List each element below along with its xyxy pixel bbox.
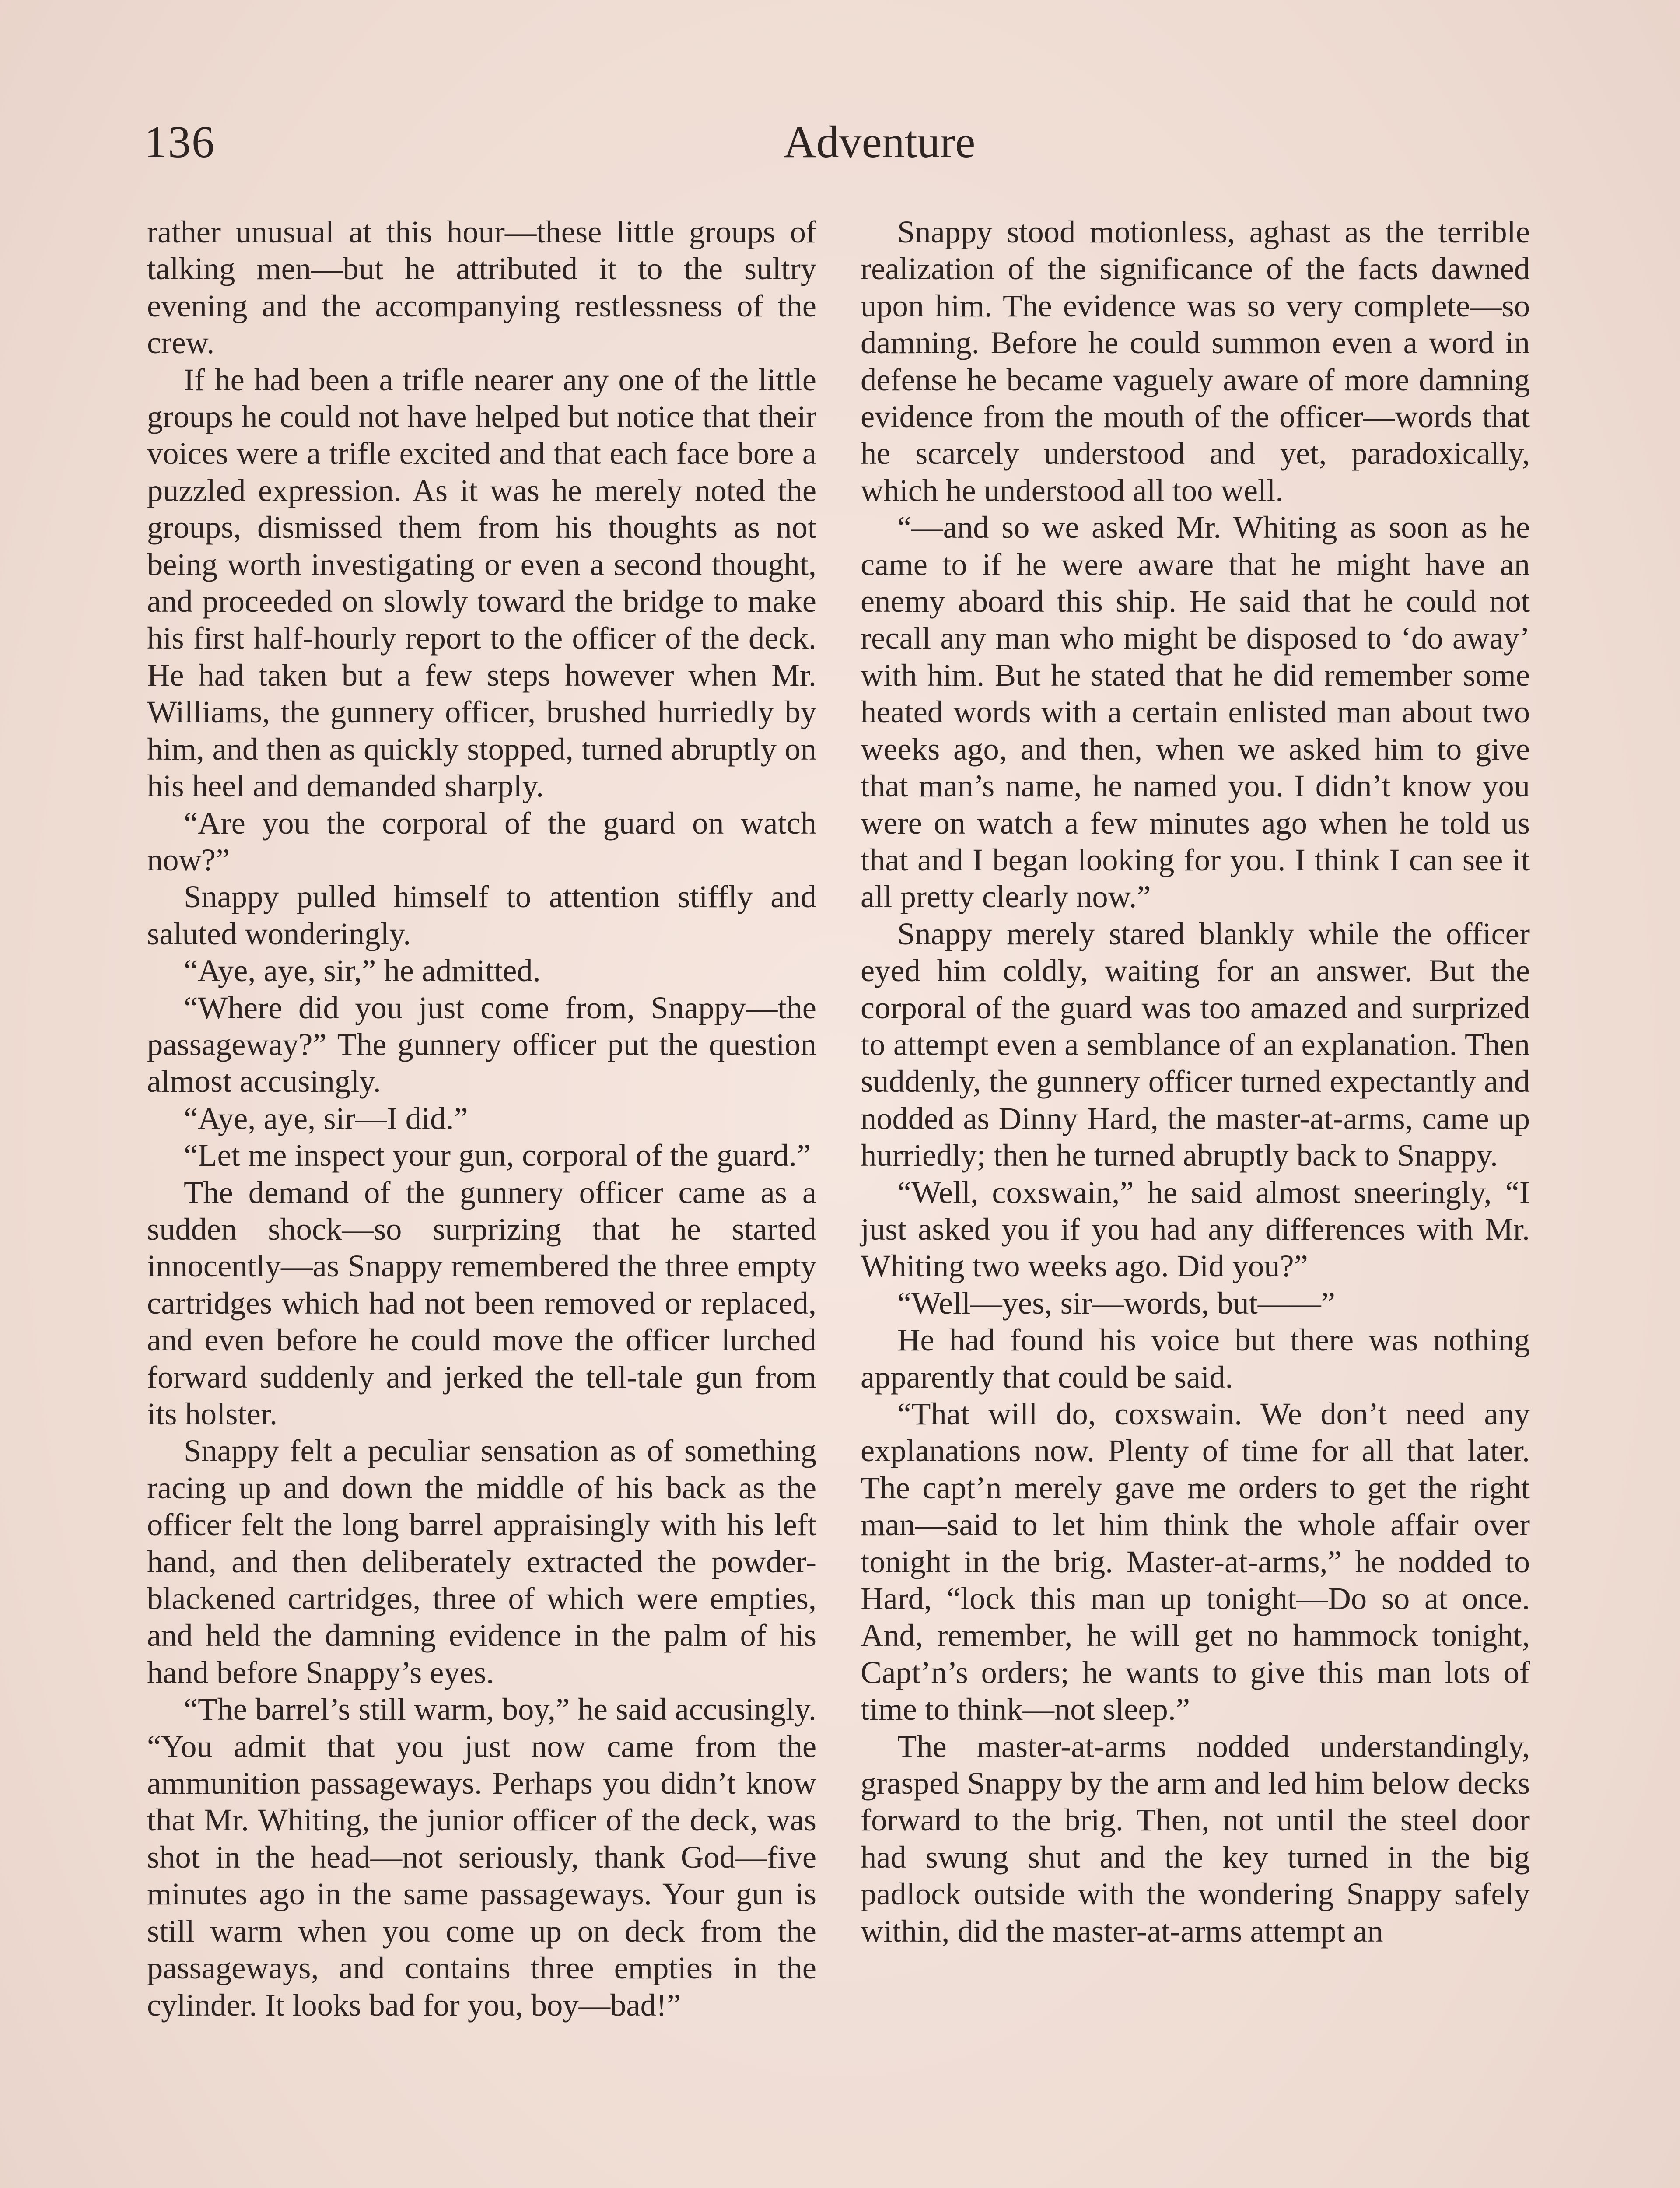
- left-column: [147, 214, 816, 2023]
- paragraph: “Where did you just come from, Snappy—the passageway?” The gunnery officer put the question almost accusingly.: [147, 989, 816, 1099]
- paragraph: “Well—yes, sir—words, but——”: [897, 1285, 1335, 1321]
- paragraph: The demand of the gunnery officer came as a sudden shock—so surprizing that he started innocently—as Snappy remembered the three empty cartridges which had not been removed or replaced, and even before he could move the officer lurched forward suddenly and jerked the tell-tale gun from its holster.: [147, 1174, 816, 1431]
- paragraph: “Are you the corporal of the guard on watch now?”: [147, 805, 816, 877]
- paragraph: “Well, coxswain,” he said almost sneeringly, “I just asked you if you had any differences with Mr. Whiting two weeks ago. Did you?”: [861, 1174, 1530, 1284]
- paragraph: Snappy merely stared blankly while the officer eyed him coldly, waiting for an answer. But the corporal of the guard was too amazed and surprized to attempt even a semblance of an explanation. Then suddenly, the gunnery officer turned expectantly and nodded as Dinny Hard, the master-at-arms, came up hurriedly; then he turned abruptly back to Snappy.: [861, 915, 1530, 1173]
- paragraph: rather unusual at this hour—these little groups of talking men—but he attributed it to the sultry evening and the accompanying restlessness of the crew.: [147, 214, 816, 361]
- paragraph: “That will do, coxswain. We don’t need any explanations now. Plenty of time for all that later. The capt’n merely gave me orders to get the right man—said to let him think the whole affair over tonight in the brig. Master-at-arms,” he nodded to Hard, “lock this man up tonight—Do so at once. And, remember, he will get no hammock tonight, Capt’n’s orders; he wants to give this man lots of time to think—not sleep.”: [861, 1396, 1530, 1727]
- running-title: Adventure: [783, 117, 976, 167]
- paragraph: He had found his voice but there was nothing apparently that could be said.: [861, 1322, 1530, 1395]
- paragraph: “Aye, aye, sir,” he admitted.: [184, 953, 541, 989]
- paragraph: “Let me inspect your gun, corporal of the guard.”: [184, 1137, 811, 1173]
- page-header: [144, 114, 1536, 179]
- page-number: 136: [144, 117, 215, 167]
- paragraph: Snappy pulled himself to attention stiffly and saluted wonderingly.: [147, 879, 816, 951]
- paragraph: “The barrel’s still warm, boy,” he said accusingly. “You admit that you just now came from the ammunition passageways. Perhaps you didn’t know that Mr. Whiting, the junior officer of the deck, was shot in the head—not seriously, thank God—five minutes ago in the same passageways. Your gun is still warm when you come up on deck from the passageways, and contains three empties in the cylinder. It looks bad for you, boy—bad!”: [147, 1691, 816, 2023]
- paragraph: The master-at-arms nodded understandingly, grasped Snappy by the arm and led him below decks forward to the brig. Then, not until the steel door had swung shut and the key turned in the big padlock outside with the wondering Snappy safely within, did the master-at-arms attempt an: [861, 1728, 1530, 1949]
- right-column: [861, 214, 1530, 1950]
- paragraph: Snappy felt a peculiar sensation as of something racing up and down the middle of his back as the officer felt the long barrel appraisingly with his left hand, and then deliberately extracted the powder-blackened cartridges, three of which were empties, and held the damning evidence in the palm of his hand before Snappy’s eyes.: [147, 1433, 816, 1690]
- paragraph: Snappy stood motionless, aghast as the terrible realization of the significance of the facts dawned upon him. The evidence was so very complete—so damning. Before he could summon even a word in defense he became vaguely aware of more damning evidence from the mouth of the officer—words that he scarcely understood and yet, paradoxically, which he understood all too well.: [861, 214, 1530, 508]
- paragraph: “Aye, aye, sir—I did.”: [184, 1100, 468, 1136]
- paragraph: If he had been a trifle nearer any one of the little groups he could not have helped but notice that their voices were a trifle excited and that each face bore a puzzled expression. As it was he merely noted the groups, dismissed them from his thoughts as not being worth investigating or even a second thought, and proceeded on slowly toward the bridge to make his first half-hourly report to the officer of the deck. He had taken but a few steps however when Mr. Williams, the gunnery officer, brushed hurriedly by him, and then as quickly stopped, turned abruptly on his heel and demanded sharply.: [147, 361, 816, 804]
- paragraph: “—and so we asked Mr. Whiting as soon as he came to if he were aware that he might have an enemy aboard this ship. He said that he could not recall any man who might be disposed to ‘do away’ with him. But he stated that he did remember some heated words with a certain enlisted man about two weeks ago, and then, when we asked him to give that man’s name, he named you. I didn’t know you were on watch a few minutes ago when he told us that and I began looking for you. I think I can see it all pretty clearly now.”: [861, 509, 1530, 915]
